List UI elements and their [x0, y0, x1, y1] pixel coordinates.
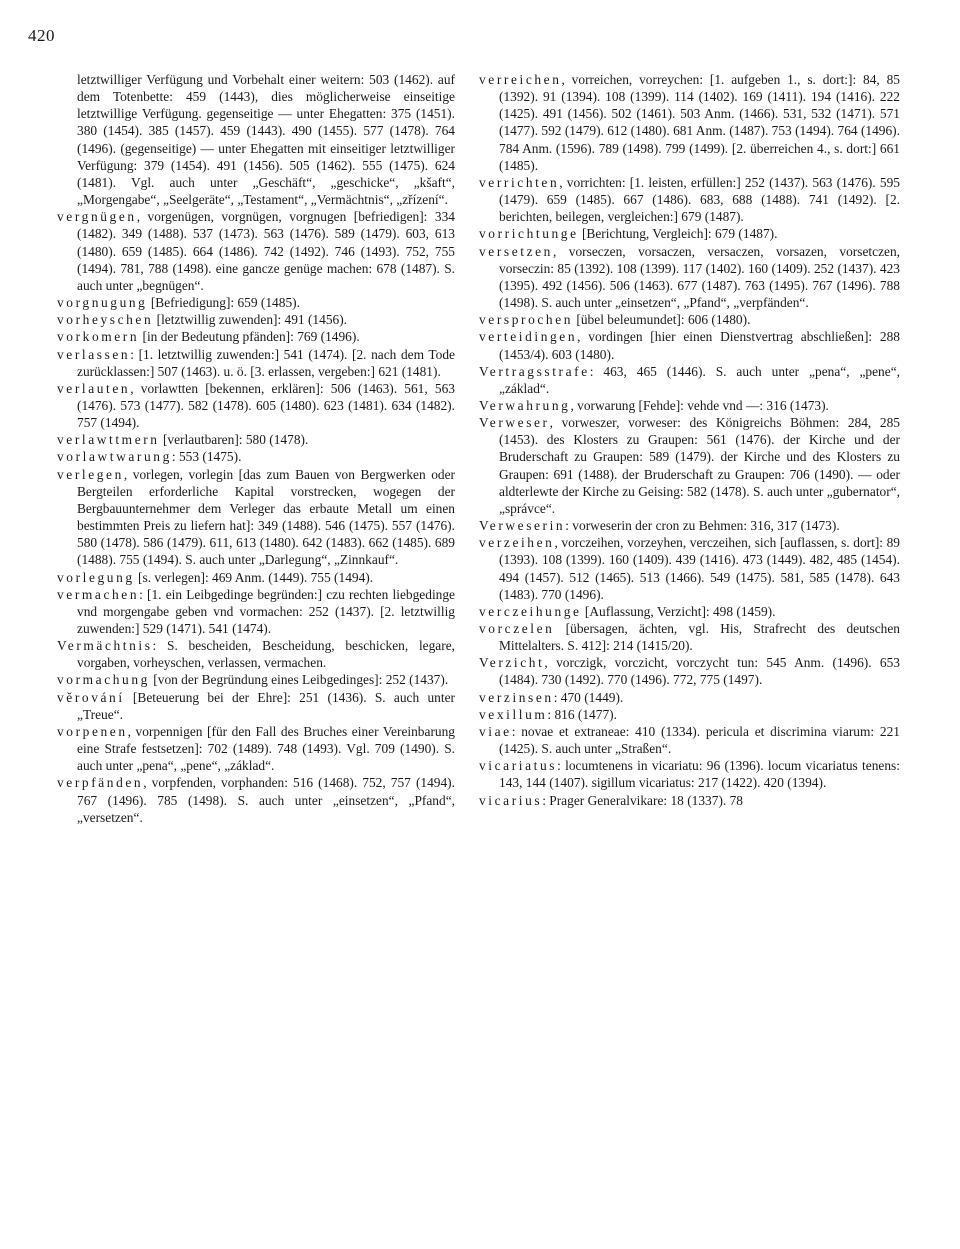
entry-text: , vordingen [hier einen Dienstvertrag abschließen]: 288 (1453/4). 603 (1480). — [499, 329, 900, 362]
entry-lemma: versprochen — [479, 312, 574, 328]
entry-lemma: věrování — [57, 689, 125, 705]
entry-lemma: vorkomern — [57, 329, 140, 345]
index-entry — [479, 723, 900, 757]
entry-lemma: versetzen — [479, 243, 553, 259]
entry-lemma: vexillum — [479, 706, 548, 722]
entry-lemma: viae — [479, 723, 512, 739]
index-entry — [479, 243, 900, 312]
entry-lemma: verlawttmern — [57, 432, 160, 448]
entry-text: [s. verlegen]: 469 Anm. (1449). 755 (1494). — [134, 569, 374, 585]
index-entry — [479, 603, 900, 620]
entry-text: , vorlegen, vorlegin [das zum Bauen von Bergwerken oder Bergteilen erforderliche Kapital vorstrecken, wogegen der Bergbauunternehmer dem Verleger das erbaute Metall um einen bestimmten Preis zu liefern hat]: 349 (1488). 546 (1475). 557 (1476). 580 (1478). 586 (1479). 611, 613 (1480). 642 (1483). 662 (1485). 689 (1488). 755 (1494). S. auch unter „Darlegung“, „Zinnkauf“. — [77, 466, 455, 568]
entry-lemma: verpfänden — [57, 775, 144, 791]
entry-lemma: vorlawtwarung — [57, 449, 172, 465]
index-entry — [57, 311, 455, 328]
entry-text: , vorseczen, vorsaczen, versaczen, vorsazen, vorsetczen, vorseczin: 85 (1392). 108 (1399). 117 (1402). 160 (1409). 252 (1437). 423 (1395). 492 (1456). 506 (1463). 677 (1487). 763 (1495). 767 (1496). 788 (1498). S. auch unter „einsetzen“, „Pfand“, „verpfänden“. — [499, 243, 900, 311]
entry-lemma: Verweserin — [479, 518, 566, 534]
entry-lemma: vorrichtunge — [479, 226, 579, 242]
index-entry — [479, 397, 900, 414]
index-entry — [57, 71, 455, 208]
entry-text: [übersagen, ächten, vgl. His, Strafrecht des deutschen Mittelalters. S. 412]: 214 (1415/20). — [499, 621, 900, 654]
index-entry — [57, 448, 455, 465]
entry-lemma: verreichen — [479, 72, 562, 87]
entry-lemma: verlauten — [57, 380, 131, 396]
entry-text: , vorczigk, vorczicht, vorczycht tun: 545 Anm. (1496). 653 (1484). 730 (1492). 770 (1496). 772, 775 (1497). — [499, 655, 900, 688]
entry-lemma: vorpenen — [57, 723, 128, 739]
index-entry — [479, 534, 900, 603]
index-entry — [57, 723, 455, 774]
index-entry — [57, 328, 455, 345]
entry-text: , vorrichten: [1. leisten, erfüllen:] 252 (1437). 563 (1476). 595 (1479). 659 (1485). 667 (1486). 683, 688 (1488). 741 (1492). [2. berichten, beilegen, vergleichen:] 679 (1487). — [499, 174, 900, 225]
entry-lemma: Vertragsstrafe — [479, 363, 590, 379]
entry-lemma: verzinsen — [479, 689, 554, 705]
index-entry — [479, 225, 900, 242]
entry-text: [in der Bedeutung pfänden]: 769 (1496). — [139, 329, 360, 345]
entry-text: [Auflassung, Verzicht]: 498 (1459). — [581, 603, 776, 619]
right-column — [479, 71, 900, 809]
entry-text: : novae et extraneae: 410 (1334). pericula et discrimina viarum: 221 (1425). S. auch unter „Straßen“. — [499, 723, 900, 757]
entry-text: [letztwillig zuwenden]: 491 (1456). — [153, 312, 348, 328]
entry-text: : 463, 465 (1446). S. auch unter „pena“, „pene“, „základ“. — [499, 363, 900, 396]
entry-lemma: vermachen — [57, 586, 140, 602]
entry-text: : 553 (1475). — [171, 449, 242, 465]
entry-text: : 816 (1477). — [547, 706, 617, 722]
entry-lemma: verzeihen — [479, 535, 555, 551]
entry-lemma: Verzicht — [479, 655, 545, 671]
page-number: 420 — [28, 26, 55, 45]
index-entry — [479, 620, 900, 654]
entry-text: [übel beleumundet]: 606 (1480). — [573, 312, 751, 328]
entry-text: , vorwarung [Fehde]: vehde vnd —: 316 (1473). — [570, 397, 829, 413]
index-entry — [479, 689, 900, 706]
entry-text: [verlautbaren]: 580 (1478). — [159, 432, 309, 448]
entry-lemma: verlegen — [57, 466, 124, 482]
entry-lemma: vergnügen — [57, 209, 137, 225]
entry-lemma: vorczelen — [479, 621, 555, 636]
index-entry — [57, 380, 455, 431]
index-entry — [479, 792, 900, 809]
entry-text: [Beteuerung bei der Ehre]: 251 (1436). S. auch unter „Treue“. — [77, 689, 455, 722]
entry-text: , vorlawtten [bekennen, erklären]: 506 (1463). 561, 563 (1476). 573 (1477). 582 (1478). 605 (1480). 623 (1481). 634 (1482). 757 (1494). — [77, 380, 455, 431]
entry-text: [Berichtung, Vergleich]: 679 (1487). — [578, 226, 778, 242]
entry-lemma: verlassen — [57, 346, 131, 362]
index-entry — [479, 71, 900, 174]
entry-lemma: vorlegung — [57, 569, 135, 585]
entry-text: , vorgenügen, vorgnügen, vorgnugen [befriedigen]: 334 (1482). 349 (1488). 537 (1473). 563 (1476). 589 (1479). 603, 613 (1480). 659 (1485). 664 (1486). 742 (1492). 746 (1493). 752, 755 (1494). 781, 788 (1498). eine gancze genüge machen: 678 (1487). S. auch unter „begnügen“. — [77, 209, 455, 293]
entry-lemma: Vermächtnis — [57, 638, 153, 654]
entry-lemma: verrichten — [479, 174, 560, 190]
entry-lemma: verczeihunge — [479, 603, 582, 619]
entry-lemma: vicarius — [479, 792, 543, 808]
entry-lemma: verteidingen — [479, 329, 578, 345]
left-column — [57, 71, 455, 826]
index-entry — [479, 174, 900, 225]
entry-text: : 470 (1449). — [553, 689, 624, 705]
entry-text: : [1. ein Leibgedinge begründen:] czu rechten liebgedinge vnd morgengabe geben vnd vormachen: 252 (1437). [2. letztwillig zuwenden:] 529 (1471). 541 (1474). — [77, 586, 455, 636]
index-entry — [479, 517, 900, 534]
entry-lemma: vorheyschen — [57, 312, 154, 328]
entry-text: [Befriedigung]: 659 (1485). — [147, 295, 300, 311]
index-entry — [479, 328, 900, 362]
entry-text: , vorreichen, vorreychen: [1. aufgeben 1., s. dort:]: 84, 85 (1392). 91 (1394). 108 (1399). 114 (1402). 169 (1411). 194 (1416). 222 (1425). 491 (1456). 502 (1461). 503 Anm. (1466). 531, 532 (1471). 571 (1477). 592 (1479). 612 (1480). 681 Anm. (1487). 753 (1494). 764 (1496). 784 Anm. (1596). 789 (1498). 799 (1499). [2. überreichen 4., s. dort:] 661 (1485). — [499, 72, 900, 173]
index-entry — [57, 294, 455, 311]
entry-lemma: vicariatus — [479, 758, 558, 774]
entry-text: : vorweserin der cron zu Behmen: 316, 317 (1473). — [565, 518, 840, 534]
index-entry — [57, 346, 455, 380]
entry-lemma: vormachung — [57, 672, 150, 688]
entry-text: : locumtenens in vicariatu: 96 (1396). locum vicariatus tenens: 143, 144 (1407). sigillum vicariatus: 217 (1422). 420 (1394). — [499, 758, 900, 791]
index-entry — [479, 414, 900, 517]
index-entry — [479, 363, 900, 397]
entry-text: [von der Begründung eines Leibgedinges]: 252 (1437). — [149, 672, 449, 688]
index-entry — [57, 774, 455, 825]
entry-lemma: Verweser — [479, 415, 550, 431]
entry-text: : [1. letztwillig zuwenden:] 541 (1474). [2. nach dem Tode zurücklassen:] 507 (1463). u. ö. [3. erlassen, vergeben:] 621 (1481). — [77, 346, 455, 379]
index-entry — [57, 689, 455, 723]
index-entry — [479, 654, 900, 688]
entry-text: , vorweszer, vorweser: des Königreichs Böhmen: 284, 285 (1453). des Klosters zu Graupen: 561 (1476). der Kirche und der Bruderschaft zu Graupen: 589 (1479). der Kirche und des Klosters zu Graupen: 691 (1488). der Bruderschaft zu Graupen: 706 (1490). — oder aldterlewte der Kirche zu Geising: 582 (1478). S. auch unter „gubernator“, „správce“. — [499, 415, 900, 516]
entry-text: , vorpennigen [für den Fall des Bruches einer Vereinbarung eine Strafe festsetzen]: 702 (1489). 748 (1493). Vgl. 709 (1490). S. auch unter „pena“, „pene“, „základ“. — [77, 723, 455, 774]
index-entry — [479, 706, 900, 723]
index-entry — [57, 569, 455, 586]
index-entry — [57, 637, 455, 671]
index-entry — [57, 208, 455, 294]
entry-text: : S. bescheiden, Bescheidung, beschicken, legare, vorgaben, vorheyschen, verlassen, vermachen. — [77, 638, 455, 671]
index-entry — [57, 466, 455, 569]
entry-lemma: Verwahrung — [479, 397, 571, 413]
index-entry — [479, 757, 900, 791]
index-entry — [57, 671, 455, 688]
index-entry — [479, 311, 900, 328]
entry-text: , vorczeihen, vorzeyhen, verczeihen, sich [auflassen, s. dort]: 89 (1393). 108 (1399). 160 (1409). 439 (1416). 473 (1449). 482, 485 (1454). 494 (1457). 512 (1465). 513 (1466). 549 (1475). 581, 585 (1478). 643 (1483). 770 (1496). — [499, 535, 900, 602]
entry-text: : Prager Generalvikare: 18 (1337). 78 — [542, 792, 743, 808]
index-entry — [57, 586, 455, 637]
entry-text: letztwilliger Verfügung und Vorbehalt einer weitern: 503 (1462). auf dem Totenbette: 459 (1443), dies möglicherweise einseitige letztwillige Verfügung. gegenseitige — unter Ehegatten: 375 (1451). 380 (1454). 385 (1457). 459 (1443). 490 (1455). 577 (1478). 764 (1496). (gegenseitige) — unter Ehegatten mit einseitiger letztwilliger Verfügung: 379 (1454). 491 (1456). 505 (1462). 555 (1475). 624 (1481). Vgl. auch unter „Geschäft“, „geschicke“, „kšaft“, „Morgengabe“, „Seelgeräte“, „Testament“, „Vermächtnis“, „zřízení“. — [77, 72, 455, 208]
entry-text: , vorpfenden, vorphanden: 516 (1468). 752, 757 (1494). 767 (1496). 785 (1498). S. auch unter „einsetzen“, „Pfand“, „versetzen“. — [77, 775, 455, 825]
entry-lemma: vorgnugung — [57, 295, 148, 311]
index-entry — [57, 431, 455, 448]
